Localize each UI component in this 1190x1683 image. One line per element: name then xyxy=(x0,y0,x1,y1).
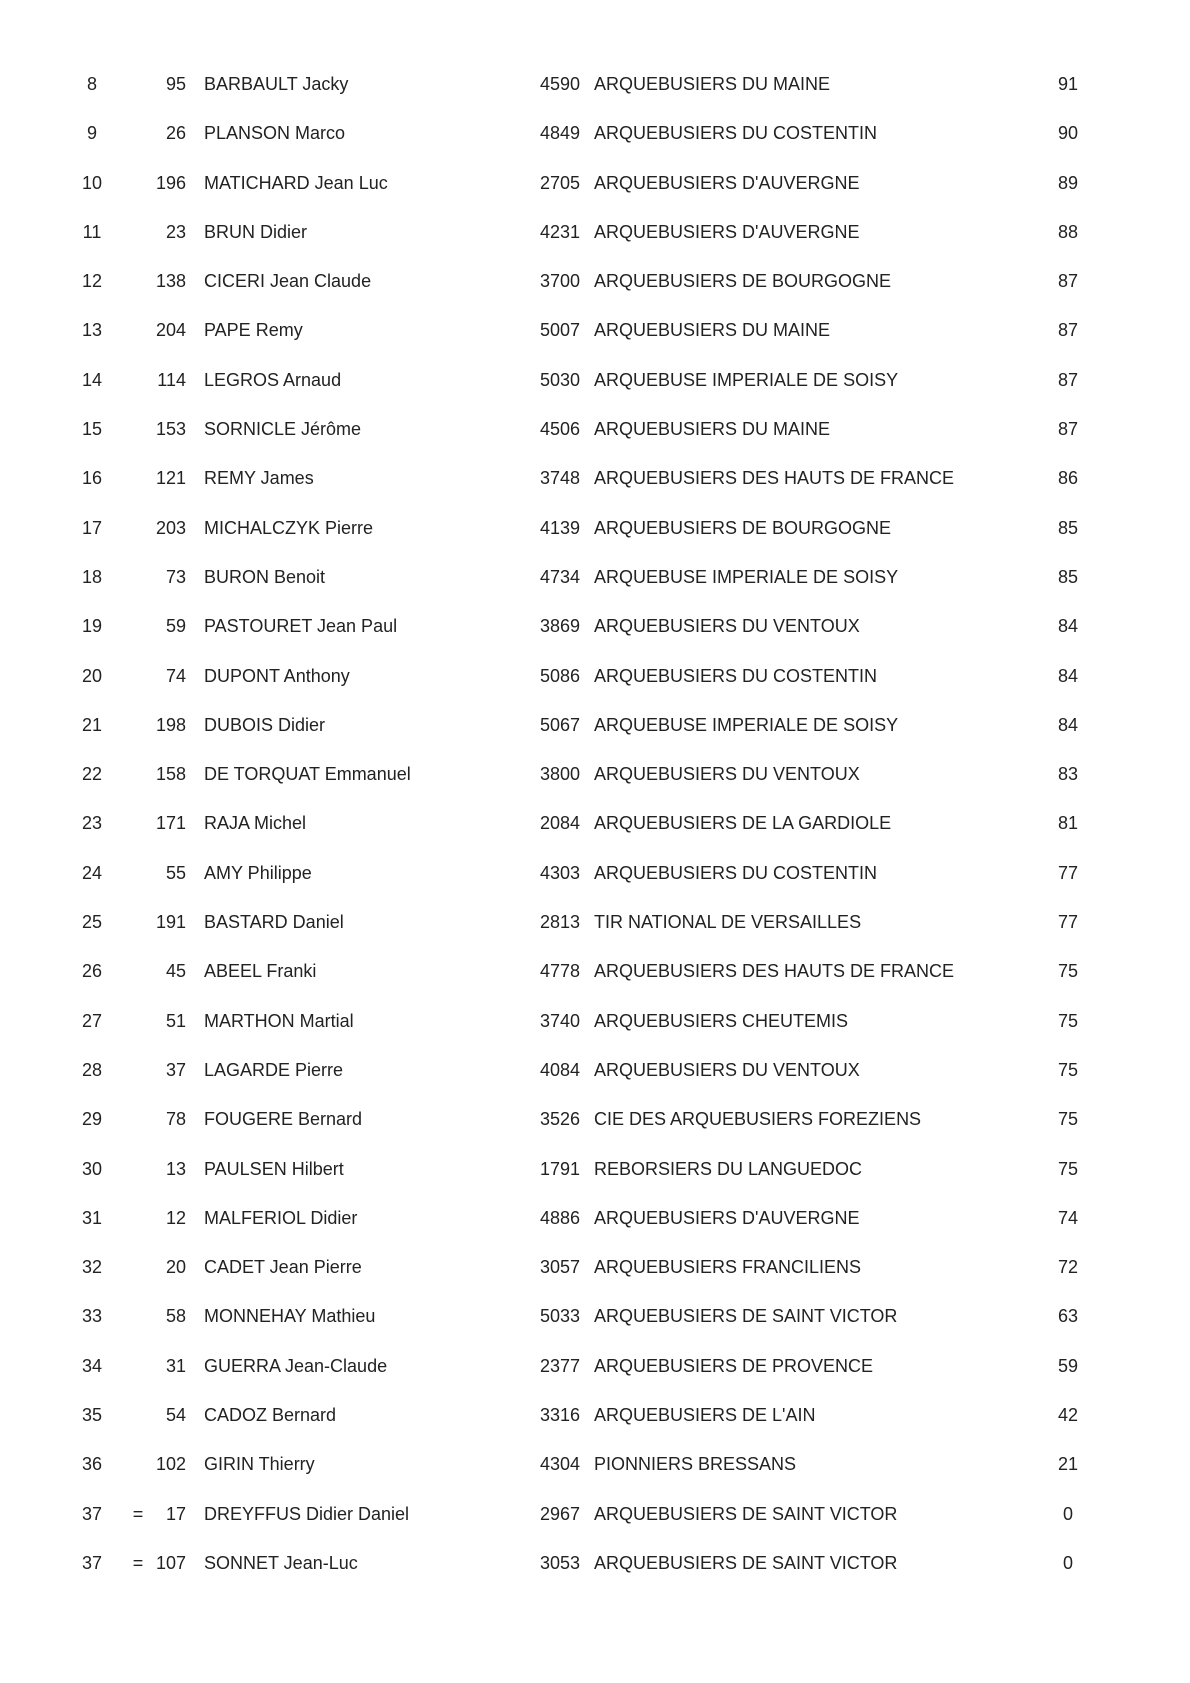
license-number: 3740 xyxy=(539,1010,580,1031)
table-row xyxy=(0,1343,1190,1392)
license-number: 2967 xyxy=(539,1503,580,1524)
score-cell: 75 xyxy=(1057,1158,1079,1179)
rank-cell: 25 xyxy=(81,912,103,933)
score-cell: 88 xyxy=(1057,221,1079,242)
license-number: 5067 xyxy=(539,714,580,735)
table-row xyxy=(0,653,1190,702)
rank-cell: 24 xyxy=(81,862,103,883)
bib-number: 107 xyxy=(155,1552,186,1573)
bib-number: 13 xyxy=(165,1158,186,1179)
table-row xyxy=(0,800,1190,849)
bib-number: 191 xyxy=(155,912,186,933)
license-number: 5086 xyxy=(539,665,580,686)
score-cell: 84 xyxy=(1057,714,1079,735)
rank-cell: 34 xyxy=(81,1355,103,1376)
license-number: 4849 xyxy=(539,123,580,144)
bib-number: 31 xyxy=(165,1355,186,1376)
club-name: ARQUEBUSIERS CHEUTEMIS xyxy=(594,1010,849,1031)
rank-cell: 22 xyxy=(81,764,103,785)
license-number: 2377 xyxy=(539,1355,580,1376)
rank-cell: 9 xyxy=(86,123,97,144)
score-cell: 87 xyxy=(1057,271,1079,292)
shooter-name: ABEEL Franki xyxy=(204,961,317,982)
shooter-name: MALFERIOL Didier xyxy=(204,1207,358,1228)
rank-cell: 17 xyxy=(81,517,103,538)
table-row xyxy=(0,455,1190,504)
shooter-name: DUPONT Anthony xyxy=(204,665,350,686)
bib-number: 204 xyxy=(155,320,186,341)
table-row xyxy=(0,61,1190,110)
score-cell: 91 xyxy=(1057,74,1079,94)
shooter-name: CADET Jean Pierre xyxy=(204,1257,362,1278)
bib-number: 12 xyxy=(165,1207,186,1228)
rank-cell: 29 xyxy=(81,1109,103,1130)
rank-cell: 16 xyxy=(81,468,103,489)
table-row xyxy=(0,603,1190,652)
club-name: ARQUEBUSE IMPERIALE DE SOISY xyxy=(594,714,899,735)
score-cell: 85 xyxy=(1057,566,1079,587)
score-cell: 63 xyxy=(1057,1306,1079,1327)
table-row xyxy=(0,1244,1190,1293)
tie-marker: = xyxy=(132,1503,144,1524)
rank-cell: 37 xyxy=(81,1552,103,1573)
bib-number: 158 xyxy=(155,764,186,785)
table-row xyxy=(0,1392,1190,1441)
score-cell: 74 xyxy=(1057,1207,1079,1228)
rank-cell: 10 xyxy=(81,172,103,193)
score-cell: 21 xyxy=(1057,1454,1079,1475)
score-cell: 75 xyxy=(1057,1059,1079,1080)
score-cell: 84 xyxy=(1057,665,1079,686)
bib-number: 114 xyxy=(157,369,186,390)
club-name: ARQUEBUSIERS DU VENTOUX xyxy=(594,764,860,785)
shooter-name: RAJA Michel xyxy=(204,813,307,834)
bib-number: 37 xyxy=(165,1059,186,1080)
club-name: ARQUEBUSIERS D'AUVERGNE xyxy=(594,221,860,242)
rank-cell: 20 xyxy=(81,665,103,686)
table-row xyxy=(0,1293,1190,1342)
table-row xyxy=(0,209,1190,258)
score-cell: 77 xyxy=(1057,912,1079,933)
rank-cell: 11 xyxy=(82,221,102,242)
club-name: ARQUEBUSIERS DE L'AIN xyxy=(594,1405,816,1426)
bib-number: 74 xyxy=(165,665,186,686)
license-number: 3053 xyxy=(539,1552,580,1573)
table-row xyxy=(0,258,1190,307)
club-name: ARQUEBUSIERS DU VENTOUX xyxy=(594,1059,860,1080)
bib-number: 78 xyxy=(165,1109,186,1130)
license-number: 3748 xyxy=(539,468,580,489)
score-cell: 87 xyxy=(1057,320,1079,341)
shooter-name: AMY Philippe xyxy=(204,862,312,883)
club-name: TIR NATIONAL DE VERSAILLES xyxy=(594,912,862,933)
bib-number: 45 xyxy=(165,961,186,982)
shooter-name: MONNEHAY Mathieu xyxy=(204,1306,376,1327)
table-row xyxy=(0,505,1190,554)
club-name: ARQUEBUSIERS DU COSTENTIN xyxy=(594,665,878,686)
bib-number: 138 xyxy=(155,271,186,292)
rank-cell: 12 xyxy=(81,271,103,292)
shooter-name: SORNICLE Jérôme xyxy=(204,419,362,440)
license-number: 4139 xyxy=(539,517,580,538)
club-name: ARQUEBUSIERS DE SAINT VICTOR xyxy=(594,1503,898,1524)
bib-number: 121 xyxy=(155,468,186,489)
bib-number: 102 xyxy=(155,1454,186,1475)
bib-number: 54 xyxy=(165,1405,186,1426)
shooter-name: CICERI Jean Claude xyxy=(204,271,372,292)
score-cell: 75 xyxy=(1057,1010,1079,1031)
bib-number: 196 xyxy=(155,172,186,193)
bib-number: 59 xyxy=(165,616,186,637)
bib-number: 171 xyxy=(155,813,186,834)
club-name: ARQUEBUSIERS DES HAUTS DE FRANCE xyxy=(594,961,955,982)
bib-number: 51 xyxy=(165,1010,186,1031)
shooter-name: BARBAULT Jacky xyxy=(204,74,349,94)
license-number: 3800 xyxy=(539,764,580,785)
club-name: ARQUEBUSIERS DE BOURGOGNE xyxy=(594,517,892,538)
club-name: ARQUEBUSE IMPERIALE DE SOISY xyxy=(594,566,899,587)
shooter-name: LAGARDE Pierre xyxy=(204,1059,344,1080)
license-number: 3057 xyxy=(539,1257,580,1278)
license-number: 4303 xyxy=(539,862,580,883)
license-number: 2705 xyxy=(539,172,580,193)
score-cell: 42 xyxy=(1057,1405,1079,1426)
rank-cell: 30 xyxy=(81,1158,103,1179)
license-number: 5007 xyxy=(539,320,580,341)
table-row xyxy=(0,1146,1190,1195)
table-row xyxy=(0,160,1190,209)
score-cell: 85 xyxy=(1057,517,1079,538)
table-row xyxy=(0,948,1190,997)
shooter-name: PLANSON Marco xyxy=(204,123,346,144)
shooter-name: DE TORQUAT Emmanuel xyxy=(204,764,411,785)
score-cell: 86 xyxy=(1057,468,1079,489)
table-row xyxy=(0,702,1190,751)
results-table xyxy=(0,61,1190,1589)
license-number: 3526 xyxy=(539,1109,580,1130)
shooter-name: MATICHARD Jean Luc xyxy=(204,172,388,193)
rank-cell: 15 xyxy=(81,419,103,440)
shooter-name: PAULSEN Hilbert xyxy=(204,1158,344,1179)
score-cell: 90 xyxy=(1057,123,1079,144)
shooter-name: GIRIN Thierry xyxy=(204,1454,315,1475)
license-number: 4304 xyxy=(539,1454,580,1475)
score-cell: 89 xyxy=(1057,172,1079,193)
bib-number: 23 xyxy=(165,221,186,242)
license-number: 4778 xyxy=(539,961,580,982)
club-name: ARQUEBUSIERS DE LA GARDIOLE xyxy=(594,813,892,834)
license-number: 4734 xyxy=(539,566,580,587)
score-cell: 84 xyxy=(1057,616,1079,637)
score-cell: 75 xyxy=(1057,961,1079,982)
bib-number: 95 xyxy=(165,74,186,94)
score-cell: 59 xyxy=(1057,1355,1079,1376)
table-row xyxy=(0,899,1190,948)
table-row xyxy=(0,850,1190,899)
score-cell: 81 xyxy=(1057,813,1079,834)
rank-cell: 33 xyxy=(81,1306,103,1327)
club-name: ARQUEBUSIERS DE PROVENCE xyxy=(594,1355,874,1376)
rank-cell: 32 xyxy=(81,1257,103,1278)
bib-number: 20 xyxy=(165,1257,186,1278)
score-cell: 87 xyxy=(1057,419,1079,440)
license-number: 2084 xyxy=(539,813,580,834)
score-cell: 87 xyxy=(1057,369,1079,390)
table-row xyxy=(0,110,1190,159)
rank-cell: 23 xyxy=(81,813,103,834)
bib-number: 203 xyxy=(155,517,186,538)
rank-cell: 35 xyxy=(81,1405,103,1426)
club-name: ARQUEBUSIERS DE SAINT VICTOR xyxy=(594,1552,898,1573)
club-name: ARQUEBUSIERS DU COSTENTIN xyxy=(594,123,878,144)
club-name: ARQUEBUSIERS D'AUVERGNE xyxy=(594,1207,860,1228)
club-name: ARQUEBUSIERS DE BOURGOGNE xyxy=(594,271,892,292)
license-number: 4886 xyxy=(539,1207,580,1228)
bib-number: 17 xyxy=(165,1503,186,1524)
rank-cell: 18 xyxy=(81,566,103,587)
club-name: ARQUEBUSE IMPERIALE DE SOISY xyxy=(594,369,899,390)
rank-cell: 26 xyxy=(81,961,103,982)
rank-cell: 14 xyxy=(81,369,103,390)
club-name: ARQUEBUSIERS FRANCILIENS xyxy=(594,1257,862,1278)
rank-cell: 36 xyxy=(81,1454,103,1475)
score-cell: 72 xyxy=(1057,1257,1079,1278)
shooter-name: MARTHON Martial xyxy=(204,1010,354,1031)
table-row xyxy=(0,554,1190,603)
bib-number: 58 xyxy=(165,1306,186,1327)
club-name: REBORSIERS DU LANGUEDOC xyxy=(594,1158,863,1179)
shooter-name: LEGROS Arnaud xyxy=(204,369,342,390)
bib-number: 198 xyxy=(155,714,186,735)
club-name: ARQUEBUSIERS DU MAINE xyxy=(594,320,831,341)
club-name: CIE DES ARQUEBUSIERS FOREZIENS xyxy=(594,1109,922,1130)
club-name: ARQUEBUSIERS DES HAUTS DE FRANCE xyxy=(594,468,955,489)
table-row xyxy=(0,1441,1190,1490)
score-cell: 0 xyxy=(1062,1503,1073,1524)
table-row xyxy=(0,406,1190,455)
table-row xyxy=(0,1540,1190,1589)
club-name: PIONNIERS BRESSANS xyxy=(594,1454,797,1475)
license-number: 3869 xyxy=(539,616,580,637)
rank-cell: 31 xyxy=(81,1207,103,1228)
club-name: ARQUEBUSIERS DU MAINE xyxy=(594,419,831,440)
table-row xyxy=(0,307,1190,356)
shooter-name: MICHALCZYK Pierre xyxy=(204,517,374,538)
license-number: 2813 xyxy=(539,912,580,933)
shooter-name: REMY James xyxy=(204,468,314,489)
shooter-name: BASTARD Daniel xyxy=(204,912,344,933)
score-cell: 83 xyxy=(1057,764,1079,785)
table-row xyxy=(0,357,1190,406)
license-number: 1791 xyxy=(539,1158,580,1179)
rank-cell: 37 xyxy=(81,1503,103,1524)
license-number: 5033 xyxy=(539,1306,580,1327)
rank-cell: 13 xyxy=(81,320,103,341)
shooter-name: PASTOURET Jean Paul xyxy=(204,616,398,637)
table-row xyxy=(0,751,1190,800)
shooter-name: DUBOIS Didier xyxy=(204,714,326,735)
club-name: ARQUEBUSIERS D'AUVERGNE xyxy=(594,172,860,193)
license-number: 4231 xyxy=(539,221,580,242)
table-row xyxy=(0,1096,1190,1145)
license-number: 3316 xyxy=(539,1405,580,1426)
bib-number: 153 xyxy=(155,419,186,440)
shooter-name: PAPE Remy xyxy=(204,320,303,341)
table-row xyxy=(0,1195,1190,1244)
shooter-name: SONNET Jean-Luc xyxy=(204,1552,358,1573)
score-cell: 0 xyxy=(1062,1552,1073,1573)
table-row xyxy=(0,998,1190,1047)
score-cell: 75 xyxy=(1057,1109,1079,1130)
bib-number: 73 xyxy=(165,566,186,587)
club-name: ARQUEBUSIERS DE SAINT VICTOR xyxy=(594,1306,898,1327)
shooter-name: GUERRA Jean-Claude xyxy=(204,1355,388,1376)
table-row xyxy=(0,1491,1190,1540)
bib-number: 26 xyxy=(165,123,186,144)
score-cell: 77 xyxy=(1057,862,1079,883)
club-name: ARQUEBUSIERS DU MAINE xyxy=(594,74,831,94)
license-number: 4590 xyxy=(539,74,580,94)
rank-cell: 27 xyxy=(81,1010,103,1031)
shooter-name: DREYFFUS Didier Daniel xyxy=(204,1503,410,1524)
rank-cell: 19 xyxy=(81,616,103,637)
rank-cell: 8 xyxy=(86,74,97,94)
license-number: 3700 xyxy=(539,271,580,292)
shooter-name: BRUN Didier xyxy=(204,221,308,242)
club-name: ARQUEBUSIERS DU COSTENTIN xyxy=(594,862,878,883)
rank-cell: 21 xyxy=(81,714,103,735)
shooter-name: BURON Benoit xyxy=(204,566,326,587)
license-number: 4506 xyxy=(539,419,580,440)
shooter-name: FOUGERE Bernard xyxy=(204,1109,363,1130)
table-row xyxy=(0,1047,1190,1096)
bib-number: 55 xyxy=(165,862,186,883)
club-name: ARQUEBUSIERS DU VENTOUX xyxy=(594,616,860,637)
tie-marker: = xyxy=(132,1552,144,1573)
shooter-name: CADOZ Bernard xyxy=(204,1405,337,1426)
license-number: 5030 xyxy=(539,369,580,390)
rank-cell: 28 xyxy=(81,1059,103,1080)
license-number: 4084 xyxy=(539,1059,580,1080)
